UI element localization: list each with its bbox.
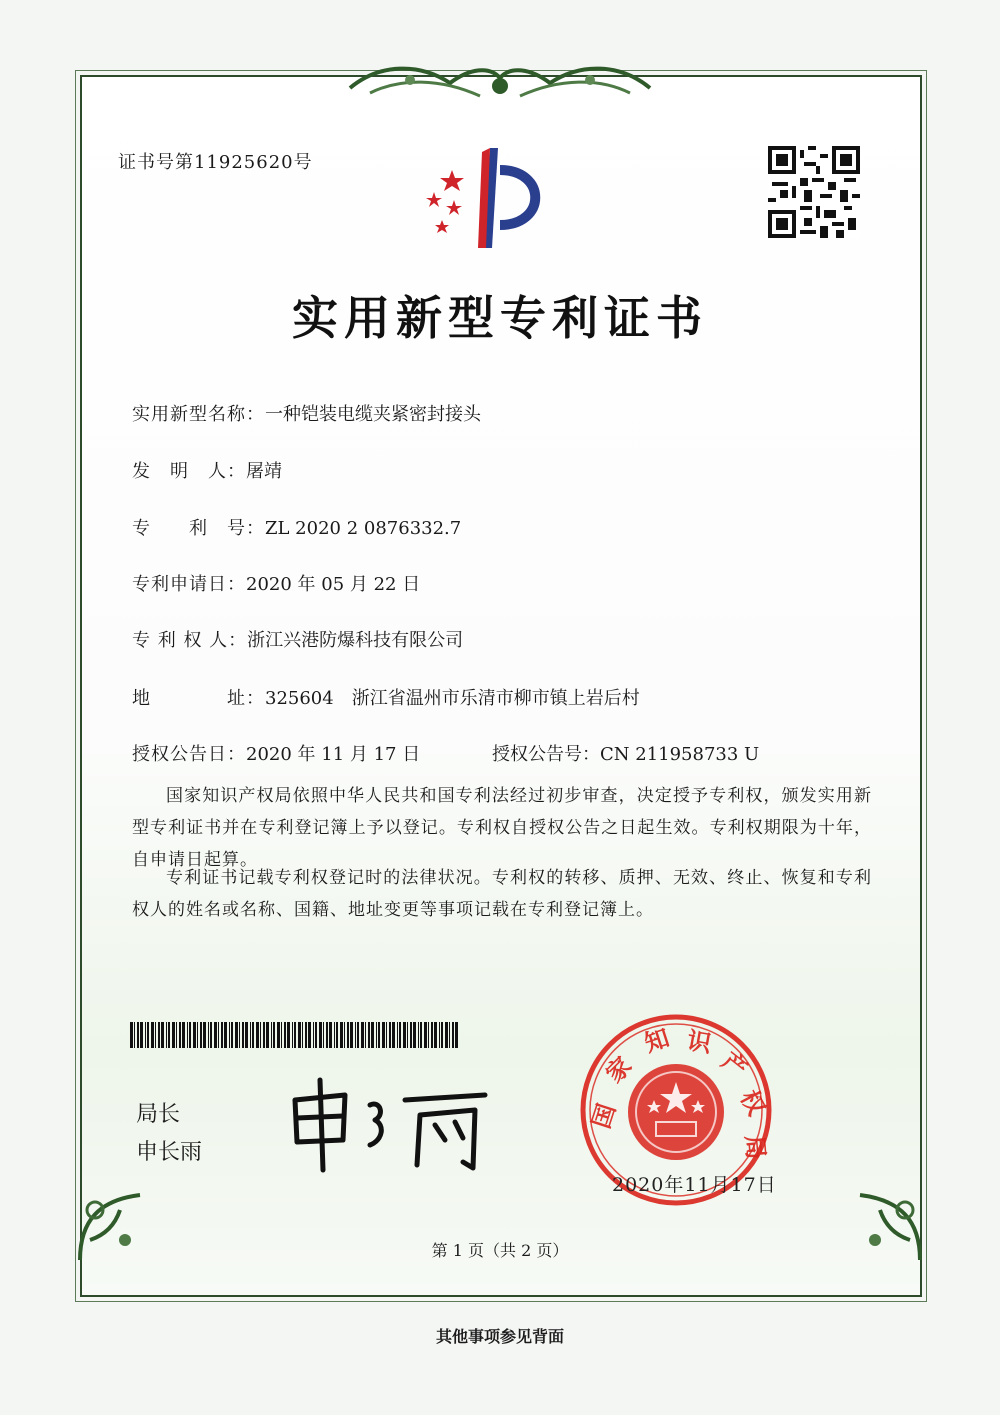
barcode-bar xyxy=(365,1022,366,1048)
svg-text:权: 权 xyxy=(734,1085,771,1121)
barcode-bar xyxy=(428,1022,429,1048)
seal-date: 2020年11月17日 xyxy=(612,1174,777,1196)
barcode xyxy=(130,1022,460,1048)
barcode-bar xyxy=(449,1022,450,1048)
patent-office-emblem-icon xyxy=(412,140,562,260)
barcode-bar xyxy=(292,1022,293,1048)
field-label: 发 明 人： xyxy=(132,461,246,482)
barcode-bar xyxy=(439,1022,440,1048)
footer-note: 其他事项参见背面 xyxy=(435,1327,564,1346)
barcode-bar xyxy=(281,1022,282,1048)
barcode-bar xyxy=(376,1022,377,1048)
barcode-bar xyxy=(298,1022,301,1048)
barcode-bar xyxy=(145,1022,146,1048)
barcode-bar xyxy=(239,1022,240,1048)
barcode-bar xyxy=(137,1022,139,1048)
barcode-bar xyxy=(277,1022,280,1048)
barcode-bar xyxy=(326,1022,328,1048)
barcode-bar xyxy=(229,1022,230,1048)
barcode-bar xyxy=(166,1022,167,1048)
barcode-bar xyxy=(151,1022,154,1048)
barcode-bar xyxy=(452,1022,454,1048)
barcode-bar xyxy=(361,1022,364,1048)
barcode-bar xyxy=(179,1022,181,1048)
page-title: 实用新型专利证书 xyxy=(292,291,708,345)
director-title: 局长 xyxy=(136,1102,181,1127)
field-label: 专利申请日： xyxy=(132,574,246,595)
barcode-bar xyxy=(392,1022,395,1048)
barcode-bar xyxy=(176,1022,177,1048)
barcode-bar xyxy=(315,1022,317,1048)
barcode-bar xyxy=(371,1022,374,1048)
barcode-bar xyxy=(418,1022,419,1048)
barcode-bar xyxy=(413,1022,416,1048)
field-label: 专 利 号： xyxy=(132,518,265,539)
barcode-bar xyxy=(182,1022,185,1048)
page-number: 第 1 页（共 2 页） xyxy=(431,1241,569,1260)
svg-text:知: 知 xyxy=(641,1023,673,1058)
barcode-bar xyxy=(187,1022,188,1048)
barcode-bar xyxy=(308,1022,311,1048)
barcode-bar xyxy=(235,1022,238,1048)
barcode-bar xyxy=(273,1022,275,1048)
barcode-bar xyxy=(357,1022,359,1048)
field-label: 专 利 权 人： xyxy=(132,630,248,651)
barcode-bar xyxy=(386,1022,387,1048)
barcode-bar xyxy=(256,1022,259,1048)
barcode-bar xyxy=(287,1022,290,1048)
barcode-bar xyxy=(389,1022,391,1048)
field-label: 实用新型名称： xyxy=(132,404,265,425)
barcode-bar xyxy=(329,1022,332,1048)
barcode-bar xyxy=(224,1022,227,1048)
field-value: 325604 浙江省温州市乐清市柳市镇上岩后村 xyxy=(265,688,640,709)
svg-text:局: 局 xyxy=(740,1134,771,1161)
field-address xyxy=(132,684,640,710)
field-value: 屠靖 xyxy=(246,461,282,482)
barcode-bar xyxy=(410,1022,412,1048)
barcode-bar xyxy=(399,1022,401,1048)
barcode-bar xyxy=(284,1022,286,1048)
barcode-bar xyxy=(161,1022,164,1048)
field-utility-model-name xyxy=(132,400,481,426)
barcode-bar xyxy=(189,1022,191,1048)
barcode-bar xyxy=(200,1022,202,1048)
field-inventor xyxy=(132,457,282,483)
barcode-bar xyxy=(231,1022,233,1048)
barcode-bar xyxy=(319,1022,322,1048)
field-publication-number xyxy=(492,740,759,766)
barcode-bar xyxy=(455,1022,458,1048)
field-patentee xyxy=(132,626,463,652)
barcode-bar xyxy=(434,1022,437,1048)
barcode-bar xyxy=(155,1022,156,1048)
certificate-number: 证书号第11925620号 xyxy=(118,152,313,173)
barcode-bar xyxy=(382,1022,385,1048)
barcode-bar xyxy=(431,1022,433,1048)
field-value: ZL 2020 2 0876332.7 xyxy=(265,518,462,539)
top-ornament xyxy=(340,58,660,106)
barcode-bar xyxy=(397,1022,398,1048)
field-value: 一种铠装电缆夹紧密封接头 xyxy=(265,404,481,425)
barcode-bar xyxy=(210,1022,212,1048)
barcode-bar xyxy=(323,1022,324,1048)
barcode-bar xyxy=(266,1022,269,1048)
barcode-bar xyxy=(336,1022,338,1048)
barcode-bar xyxy=(168,1022,170,1048)
svg-text:国: 国 xyxy=(587,1100,622,1132)
barcode-bar xyxy=(445,1022,448,1048)
barcode-bar xyxy=(407,1022,408,1048)
barcode-bar xyxy=(158,1022,160,1048)
barcode-bar xyxy=(221,1022,223,1048)
barcode-bar xyxy=(130,1022,133,1048)
barcode-bar xyxy=(147,1022,149,1048)
barcode-bar xyxy=(245,1022,248,1048)
barcode-bar xyxy=(242,1022,244,1048)
barcode-bar xyxy=(294,1022,296,1048)
svg-text:产: 产 xyxy=(716,1046,753,1084)
barcode-bar xyxy=(214,1022,217,1048)
handwritten-signature xyxy=(285,1070,505,1180)
barcode-bar xyxy=(368,1022,370,1048)
barcode-bar xyxy=(140,1022,143,1048)
barcode-bar xyxy=(340,1022,343,1048)
barcode-bar xyxy=(441,1022,443,1048)
svg-text:识: 识 xyxy=(684,1026,714,1059)
barcode-bar xyxy=(424,1022,427,1048)
barcode-bar xyxy=(344,1022,345,1048)
barcode-bar xyxy=(350,1022,353,1048)
barcode-bar xyxy=(378,1022,380,1048)
barcode-bar xyxy=(203,1022,206,1048)
field-value: CN 211958733 U xyxy=(600,744,760,765)
barcode-bar xyxy=(218,1022,219,1048)
barcode-bar xyxy=(403,1022,406,1048)
field-value: 2020 年 11 月 17 日 xyxy=(246,744,421,765)
barcode-bar xyxy=(334,1022,335,1048)
barcode-bar xyxy=(355,1022,356,1048)
barcode-bar xyxy=(252,1022,254,1048)
field-patent-number xyxy=(132,514,461,540)
barcode-bar xyxy=(134,1022,135,1048)
director-name: 申长雨 xyxy=(136,1140,203,1165)
field-value: 浙江兴港防爆科技有限公司 xyxy=(247,630,464,651)
barcode-bar xyxy=(271,1022,272,1048)
barcode-bar xyxy=(260,1022,261,1048)
body-paragraph: 国家知识产权局依照中华人民共和国专利法经过初步审查，决定授予专利权，颁发实用新型专利证书并在专利登记簿上予以登记。专利权自授权公告之日起生效。专利权期限为十年，自申请日起算。 xyxy=(132,786,872,870)
field-value: 2020 年 05 月 22 日 xyxy=(246,574,421,595)
field-label: 授权公告日： xyxy=(132,744,246,765)
field-label: 授权公告号： xyxy=(492,744,600,765)
field-grant-date xyxy=(132,740,420,766)
barcode-bar xyxy=(250,1022,251,1048)
barcode-bar xyxy=(302,1022,303,1048)
barcode-bar xyxy=(263,1022,265,1048)
barcode-bar xyxy=(313,1022,314,1048)
svg-text:家: 家 xyxy=(600,1051,638,1089)
barcode-bar xyxy=(305,1022,307,1048)
body-paragraph: 专利证书记载专利权登记时的法律状况。专利权的转移、质押、无效、终止、恢复和专利权人的姓名或名称、国籍、地址变更等事项记载在专利登记簿上。 xyxy=(132,868,872,920)
barcode-bar xyxy=(193,1022,196,1048)
qr-code xyxy=(768,146,860,238)
barcode-bar xyxy=(197,1022,198,1048)
field-application-date xyxy=(132,570,420,596)
barcode-bar xyxy=(347,1022,349,1048)
barcode-bar xyxy=(172,1022,175,1048)
barcode-bar xyxy=(420,1022,422,1048)
barcode-bar xyxy=(208,1022,209,1048)
field-label: 地 址： xyxy=(132,688,265,709)
director-block xyxy=(136,1096,202,1172)
